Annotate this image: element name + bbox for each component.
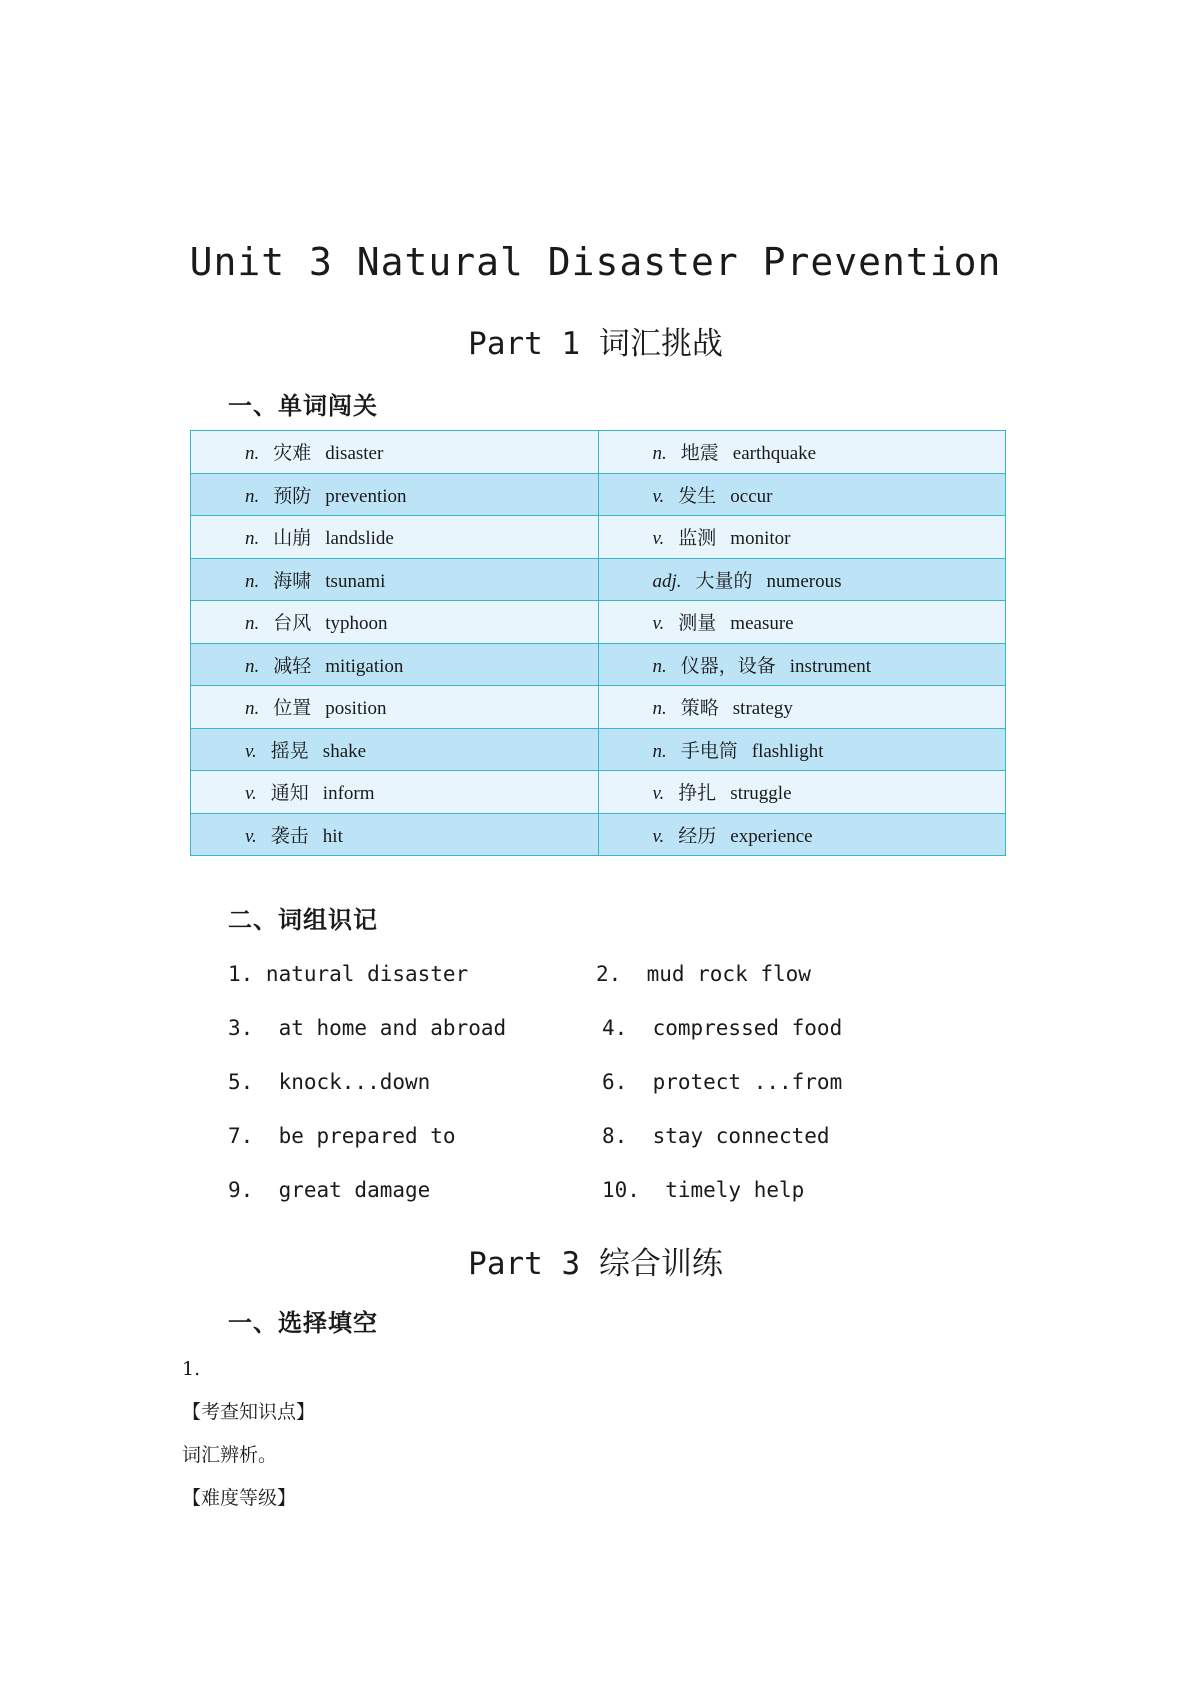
vocab-cell-left [191, 686, 599, 729]
knowledge-point-label: 【考查知识点】 [182, 1401, 316, 1423]
part1-title: Part 1 词汇挑战 [468, 326, 723, 362]
phrase-item: 7. be prepared to [228, 1124, 456, 1148]
part-of-speech: n. [245, 698, 260, 720]
part-of-speech: v. [652, 613, 665, 635]
vocab-cell-right [598, 516, 1006, 559]
english-word: monitor [730, 528, 791, 550]
part-of-speech: n. [652, 655, 667, 677]
english-word: inform [322, 783, 375, 805]
part-of-speech: v. [245, 740, 257, 762]
english-word: numerous [766, 570, 842, 592]
question-number: 1. [182, 1358, 201, 1380]
part-of-speech: adj. [652, 570, 682, 592]
english-word: typhoon [325, 613, 388, 635]
vocab-row [191, 771, 1006, 814]
chinese-meaning: 台风 [273, 613, 312, 635]
vocab-cell-right [598, 601, 1006, 644]
vocab-cell-left [191, 516, 599, 559]
part3-title: Part 3 综合训练 [468, 1246, 723, 1282]
chinese-meaning: 灾难 [273, 443, 312, 465]
phrase-item: 9. great damage [228, 1178, 431, 1202]
chinese-meaning: 测量 [678, 613, 717, 635]
english-word: position [325, 698, 387, 720]
section-heading-word-challenge: 一、单词闯关 [228, 392, 378, 420]
vocab-cell-left [191, 558, 599, 601]
english-word: disaster [325, 443, 384, 465]
phrase-item: 2. mud rock flow [596, 962, 811, 986]
vocab-cell-right [598, 771, 1006, 814]
vocab-row [191, 473, 1006, 516]
english-word: struggle [730, 783, 792, 805]
chinese-meaning: 预防 [273, 485, 312, 507]
vocab-row [191, 686, 1006, 729]
vocab-row [191, 813, 1006, 856]
chinese-meaning: 发生 [678, 485, 717, 507]
difficulty-label: 【难度等级】 [182, 1487, 297, 1509]
vocab-cell-left [191, 601, 599, 644]
knowledge-point-text: 词汇辨析。 [182, 1444, 278, 1466]
phrase-item: 10. timely help [602, 1178, 805, 1202]
vocab-cell-right [598, 643, 1006, 686]
chinese-meaning: 大量的 [695, 570, 753, 592]
vocab-cell-left [191, 473, 599, 516]
english-word: strategy [732, 698, 793, 720]
english-word: shake [322, 740, 367, 762]
english-word: prevention [325, 485, 407, 507]
phrase-item: 4. compressed food [602, 1016, 843, 1040]
vocab-cell-right [598, 728, 1006, 771]
chinese-meaning: 策略 [680, 698, 719, 720]
part-of-speech: n. [245, 613, 260, 635]
vocab-cell-right [598, 558, 1006, 601]
part-of-speech: n. [245, 485, 260, 507]
vocab-cell-left [191, 813, 599, 856]
vocab-cell-left [191, 643, 599, 686]
vocab-cell-left [191, 728, 599, 771]
phrase-item: 6. protect ...from [602, 1070, 843, 1094]
vocab-row [191, 601, 1006, 644]
english-word: mitigation [325, 655, 404, 677]
part-of-speech: v. [652, 528, 665, 550]
phrase-item: 8. stay connected [602, 1124, 830, 1148]
section-heading-phrases: 二、词组识记 [228, 906, 378, 934]
vocabulary-table [190, 430, 1006, 856]
phrase-item: 3. at home and abroad [228, 1016, 507, 1040]
chinese-meaning: 挣扎 [678, 783, 717, 805]
english-word: experience [730, 825, 813, 847]
part-of-speech: n. [652, 698, 667, 720]
chinese-meaning: 仪器，设备 [680, 655, 776, 677]
vocab-row [191, 516, 1006, 559]
chinese-meaning: 手电筒 [680, 740, 738, 762]
english-word: landslide [325, 528, 394, 550]
part-of-speech: v. [652, 825, 665, 847]
part-of-speech: v. [245, 825, 257, 847]
phrase-item: 1. natural disaster [228, 962, 469, 986]
chinese-meaning: 摇晃 [270, 740, 309, 762]
english-word: hit [322, 825, 343, 847]
part-of-speech: n. [245, 570, 260, 592]
chinese-meaning: 监测 [678, 528, 717, 550]
part-of-speech: v. [652, 783, 665, 805]
english-word: instrument [789, 655, 872, 677]
section-heading-multiple-choice: 一、选择填空 [228, 1309, 378, 1337]
english-word: flashlight [751, 740, 824, 762]
chinese-meaning: 经历 [678, 825, 717, 847]
vocab-row [191, 728, 1006, 771]
chinese-meaning: 地震 [680, 443, 719, 465]
vocab-cell-left [191, 771, 599, 814]
english-word: tsunami [325, 570, 386, 592]
english-word: measure [730, 613, 794, 635]
part-of-speech: v. [652, 485, 665, 507]
chinese-meaning: 位置 [273, 698, 312, 720]
vocab-row [191, 431, 1006, 474]
part-of-speech: n. [245, 528, 260, 550]
chinese-meaning: 减轻 [273, 655, 312, 677]
part-of-speech: n. [652, 443, 667, 465]
part-of-speech: n. [652, 740, 667, 762]
vocab-cell-right [598, 813, 1006, 856]
chinese-meaning: 山崩 [273, 528, 312, 550]
part-of-speech: n. [245, 443, 260, 465]
vocab-cell-right [598, 431, 1006, 474]
phrase-item: 5. knock...down [228, 1070, 431, 1094]
chinese-meaning: 袭击 [270, 825, 309, 847]
vocab-cell-right [598, 473, 1006, 516]
chinese-meaning: 通知 [270, 783, 309, 805]
vocab-row [191, 558, 1006, 601]
chinese-meaning: 海啸 [273, 570, 312, 592]
english-word: occur [730, 485, 773, 507]
vocab-cell-left [191, 431, 599, 474]
vocab-cell-right [598, 686, 1006, 729]
part-of-speech: n. [245, 655, 260, 677]
part-of-speech: v. [245, 783, 257, 805]
vocab-row [191, 643, 1006, 686]
english-word: earthquake [732, 443, 817, 465]
document-title: Unit 3 Natural Disaster Prevention [189, 240, 1002, 284]
